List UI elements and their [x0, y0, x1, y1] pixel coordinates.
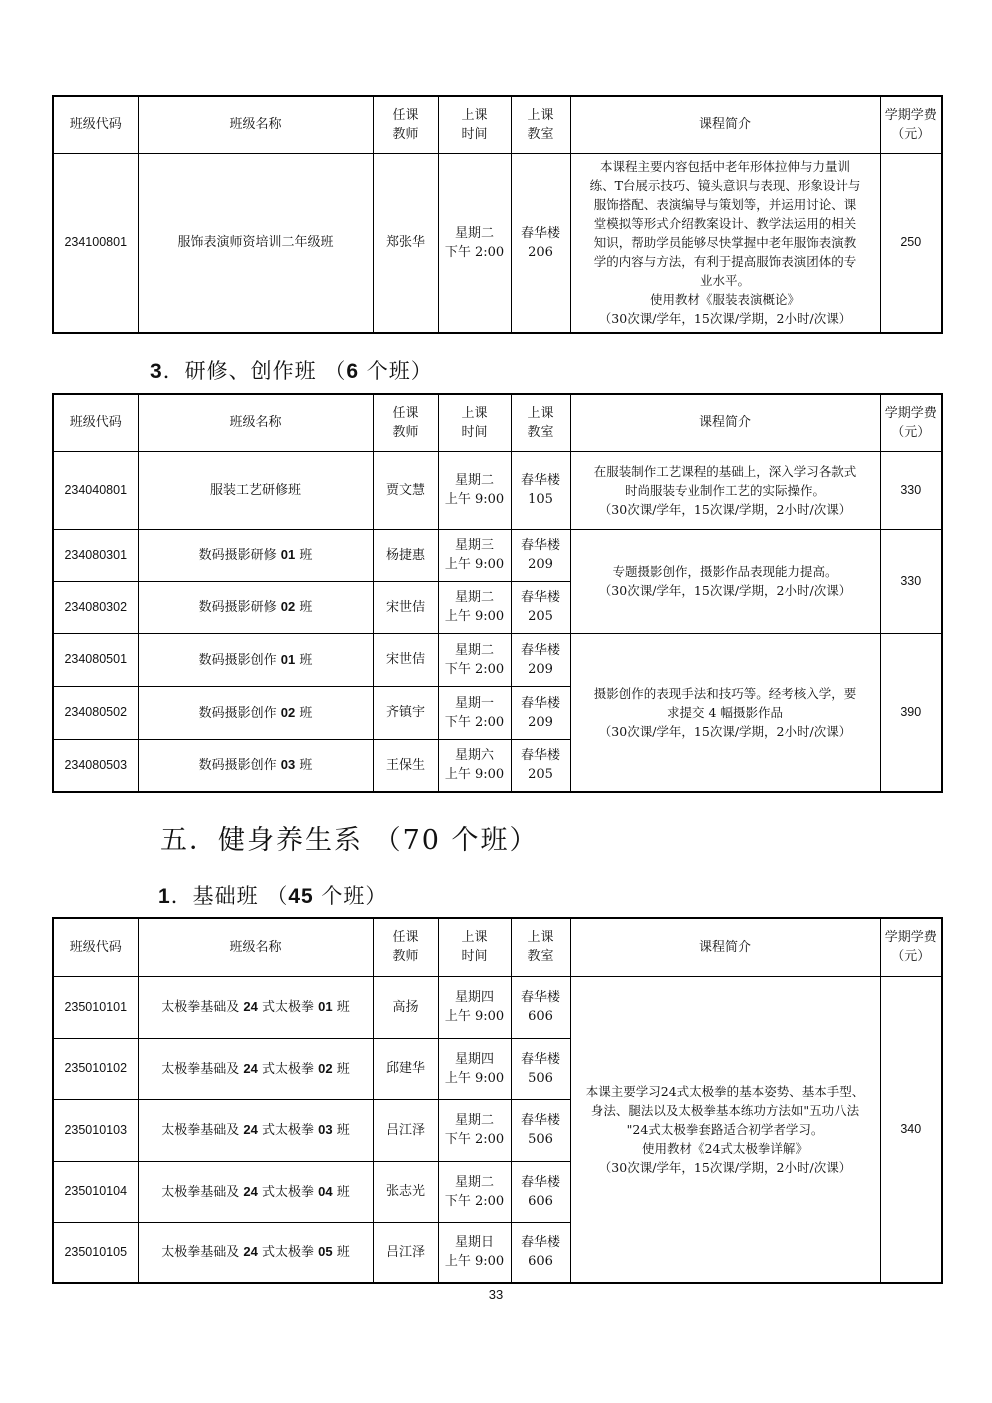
header-fee: 学期学费 （元）: [880, 918, 942, 976]
class-name: 数码摄影创作 02 班: [138, 686, 373, 739]
header-time: 上课 时间: [438, 918, 511, 976]
table-row: [53, 451, 942, 529]
class-name: 服装工艺研修班: [138, 451, 373, 529]
teacher: 高扬: [373, 976, 438, 1038]
class-code: 235010101: [53, 976, 138, 1038]
header-room: 上课 教室: [511, 918, 570, 976]
header-room: 上课 教室: [511, 394, 570, 451]
semester-fee: 340: [880, 976, 942, 1283]
class-code: 234080501: [53, 633, 138, 686]
table-header-row: [53, 96, 942, 153]
class-code: 234080302: [53, 581, 138, 633]
classroom: 春华楼 606: [511, 1222, 570, 1283]
header-teacher: 任课 教师: [373, 96, 438, 153]
class-name: 太极拳基础及 24 式太极拳 02 班: [138, 1038, 373, 1099]
class-name: 太极拳基础及 24 式太极拳 05 班: [138, 1222, 373, 1283]
classroom: 春华楼 105: [511, 451, 570, 529]
class-name: 太极拳基础及 24 式太极拳 01 班: [138, 976, 373, 1038]
classroom: 春华楼 205: [511, 581, 570, 633]
section-heading-basic: 1．基础班 （45 个班）: [158, 884, 388, 908]
class-time: 星期二 下午 2:00: [438, 1161, 511, 1222]
teacher: 贾文慧: [373, 451, 438, 529]
header-fee: 学期学费 （元）: [880, 394, 942, 451]
teacher: 齐镇宇: [373, 686, 438, 739]
page-number: 33: [488, 1287, 504, 1302]
class-name: 数码摄影创作 01 班: [138, 633, 373, 686]
classroom: 春华楼 506: [511, 1038, 570, 1099]
course-description: 在服装制作工艺课程的基础上，深入学习各款式 时尚服装专业制作工艺的实际操作。 （30次课/学年，15次课/学期，2小时/次课）: [570, 451, 880, 529]
class-time: 星期三 上午 9:00: [438, 529, 511, 581]
course-description: 本课程主要内容包括中老年形体拉伸与力量训 练、T台展示技巧、镜头意识与表现、形象设计与 服饰搭配、表演编导与策划等，并运用讨论、课 堂模拟等形式介绍教案设计、教学法运用的相关 知识，帮助学员能够尽快掌握中老年服饰表演教 学的内容与方法，有利于提高服饰表演团体的专 业水平。 使用教材《服装表演概论》 （30次课/学年，15次课/学期，2小时/次课）: [570, 153, 880, 333]
classroom: 春华楼 209: [511, 529, 570, 581]
department-heading: 五．健身养生系 （70 个班）: [160, 825, 539, 856]
header-intro: 课程简介: [570, 96, 880, 153]
classroom: 春华楼 209: [511, 633, 570, 686]
teacher: 杨捷惠: [373, 529, 438, 581]
class-code: 234080503: [53, 739, 138, 792]
class-time: 星期六 上午 9:00: [438, 739, 511, 792]
class-code: 235010104: [53, 1161, 138, 1222]
classroom: 春华楼 205: [511, 739, 570, 792]
class-time: 星期四 上午 9:00: [438, 1038, 511, 1099]
class-time: 星期二 下午 2:00: [438, 633, 511, 686]
class-name: 数码摄影研修 02 班: [138, 581, 373, 633]
classroom: 春华楼 206: [511, 153, 570, 333]
semester-fee: 330: [880, 451, 942, 529]
class-code: 234040801: [53, 451, 138, 529]
course-table-research: [52, 393, 943, 793]
header-code: 班级代码: [53, 96, 138, 153]
table-row: [53, 529, 942, 581]
class-time: 星期二 上午 9:00: [438, 581, 511, 633]
classroom: 春华楼 506: [511, 1099, 570, 1161]
class-time: 星期一 下午 2:00: [438, 686, 511, 739]
class-code: 235010105: [53, 1222, 138, 1283]
teacher: 吕江泽: [373, 1222, 438, 1283]
teacher: 吕江泽: [373, 1099, 438, 1161]
header-time: 上课 时间: [438, 96, 511, 153]
class-code: 234100801: [53, 153, 138, 333]
teacher: 王保生: [373, 739, 438, 792]
class-name: 数码摄影研修 01 班: [138, 529, 373, 581]
header-teacher: 任课 教师: [373, 394, 438, 451]
class-time: 星期日 上午 9:00: [438, 1222, 511, 1283]
teacher: 邱建华: [373, 1038, 438, 1099]
class-time: 星期四 上午 9:00: [438, 976, 511, 1038]
teacher: 宋世佶: [373, 581, 438, 633]
classroom: 春华楼 606: [511, 1161, 570, 1222]
header-intro: 课程简介: [570, 918, 880, 976]
teacher: 宋世佶: [373, 633, 438, 686]
course-table-costume: [52, 95, 943, 334]
teacher: 张志光: [373, 1161, 438, 1222]
teacher: 郑张华: [373, 153, 438, 333]
header-name: 班级名称: [138, 96, 373, 153]
section-heading-research: 3．研修、创作班 （6 个班）: [150, 359, 433, 383]
semester-fee: 250: [880, 153, 942, 333]
header-time: 上课 时间: [438, 394, 511, 451]
table-row: [53, 633, 942, 686]
header-fee: 学期学费 （元）: [880, 96, 942, 153]
class-name: 数码摄影创作 03 班: [138, 739, 373, 792]
semester-fee: 330: [880, 529, 942, 633]
class-name: 服饰表演师资培训二年级班: [138, 153, 373, 333]
semester-fee: 390: [880, 633, 942, 792]
course-description: 摄影创作的表现手法和技巧等。经考核入学，要 求提交 4 幅摄影作品 （30次课/学年，15次课/学期，2小时/次课）: [570, 633, 880, 792]
class-time: 星期二 上午 9:00: [438, 451, 511, 529]
course-table-taichi: [52, 917, 943, 1284]
header-code: 班级代码: [53, 918, 138, 976]
course-description: 本课主要学习24式太极拳的基本姿势、基本手型、 身法、腿法以及太极拳基本练功方法如"五功八法 "24式太极拳套路适合初学者学习。 使用教材《24式太极拳详解》 （30次课/学年，15次课/学期，2小时/次课）: [570, 976, 880, 1283]
table-header-row: [53, 918, 942, 976]
header-name: 班级名称: [138, 394, 373, 451]
classroom: 春华楼 606: [511, 976, 570, 1038]
class-code: 235010103: [53, 1099, 138, 1161]
class-time: 星期二 下午 2:00: [438, 153, 511, 333]
class-code: 235010102: [53, 1038, 138, 1099]
table-header-row: [53, 394, 942, 451]
header-code: 班级代码: [53, 394, 138, 451]
header-room: 上课 教室: [511, 96, 570, 153]
header-teacher: 任课 教师: [373, 918, 438, 976]
class-name: 太极拳基础及 24 式太极拳 04 班: [138, 1161, 373, 1222]
table-row: [53, 976, 942, 1038]
header-intro: 课程简介: [570, 394, 880, 451]
class-code: 234080301: [53, 529, 138, 581]
class-name: 太极拳基础及 24 式太极拳 03 班: [138, 1099, 373, 1161]
course-description: 专题摄影创作，摄影作品表现能力提高。 （30次课/学年，15次课/学期，2小时/次课）: [570, 529, 880, 633]
header-name: 班级名称: [138, 918, 373, 976]
class-code: 234080502: [53, 686, 138, 739]
table-row: [53, 153, 942, 333]
class-time: 星期二 下午 2:00: [438, 1099, 511, 1161]
classroom: 春华楼 209: [511, 686, 570, 739]
